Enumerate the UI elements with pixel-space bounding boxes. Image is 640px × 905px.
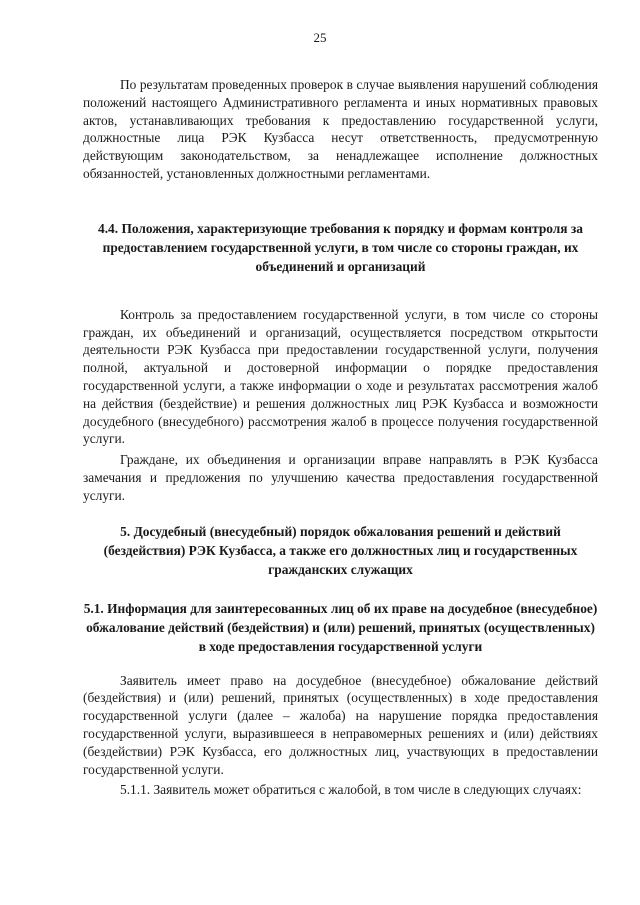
paragraph-applicant-right: Заявитель имеет право на досудебное (внесудебное) обжалование действий (бездействия) и (или) решений, принятых (осуществленных) в ходе предоставления государственной услуги (далее – жалоба) на нарушение порядка предоставления государственной услуги, выразившееся в неправомерных решениях и (или) действиях (бездействии) РЭК Кузбасса, его должностных лиц, участвующих в предоставлении государственной услуги. xyxy=(83,672,598,777)
paragraph-5-1-1: 5.1.1. Заявитель может обратиться с жалобой, в том числе в следующих случаях: xyxy=(120,782,582,798)
heading-section-5: 5. Досудебный (внесудебный) порядок обжалования решений и действий (бездействия) РЭК Кузбасса, а также его должностных лиц и государственных гражданских служащих xyxy=(103,523,578,577)
page-number: 25 xyxy=(313,30,327,45)
paragraph-inspection-results: По результатам проведенных проверок в случае выявления нарушений соблюдения положений настоящего Административного регламента и иных нормативных правовых актов, устанавливающих требования к предоставлению государственной услуги, должностные лица РЭК Кузбасса несут ответственность, предусмотренную действующим законодательством, за ненадлежащее исполнение должностных обязанностей, установленных должностными регламентами. xyxy=(83,77,598,181)
heading-section-5-1: 5.1. Информация для заинтересованных лиц об их праве на досудебное (внесудебное) обжалование действий (бездействия) и (или) решений, принятых (осуществленных) в ходе предоставления государственной услуги xyxy=(83,600,598,654)
paragraph-control-by-citizens: Контроль за предоставлением государственной услуги, в том числе со стороны граждан, их объединений и организаций, осуществляется посредством открытости деятельности РЭК Кузбасса при предоставлении государственной услуги, получения полной, актуальной и достоверной информации о порядке предоставления государственной услуги, а также информации о ходе и результатах рассмотрения жалоб на действия (бездействие) и решения должностных лиц РЭК Кузбасса и возможности досудебного (внесудебного) рассмотрения жалоб в процессе получения государственной услуги. xyxy=(83,306,598,447)
heading-section-4-4: 4.4. Положения, характеризующие требования к порядку и формам контроля за предоставлением государственной услуги, в том числе со стороны граждан, их объединений и организаций xyxy=(98,220,583,274)
paragraph-citizens-right: Граждане, их объединения и организации вправе направлять в РЭК Кузбасса замечания и предложения по улучшению качества предоставления государственной услуги. xyxy=(83,452,598,503)
page-body xyxy=(83,76,598,799)
